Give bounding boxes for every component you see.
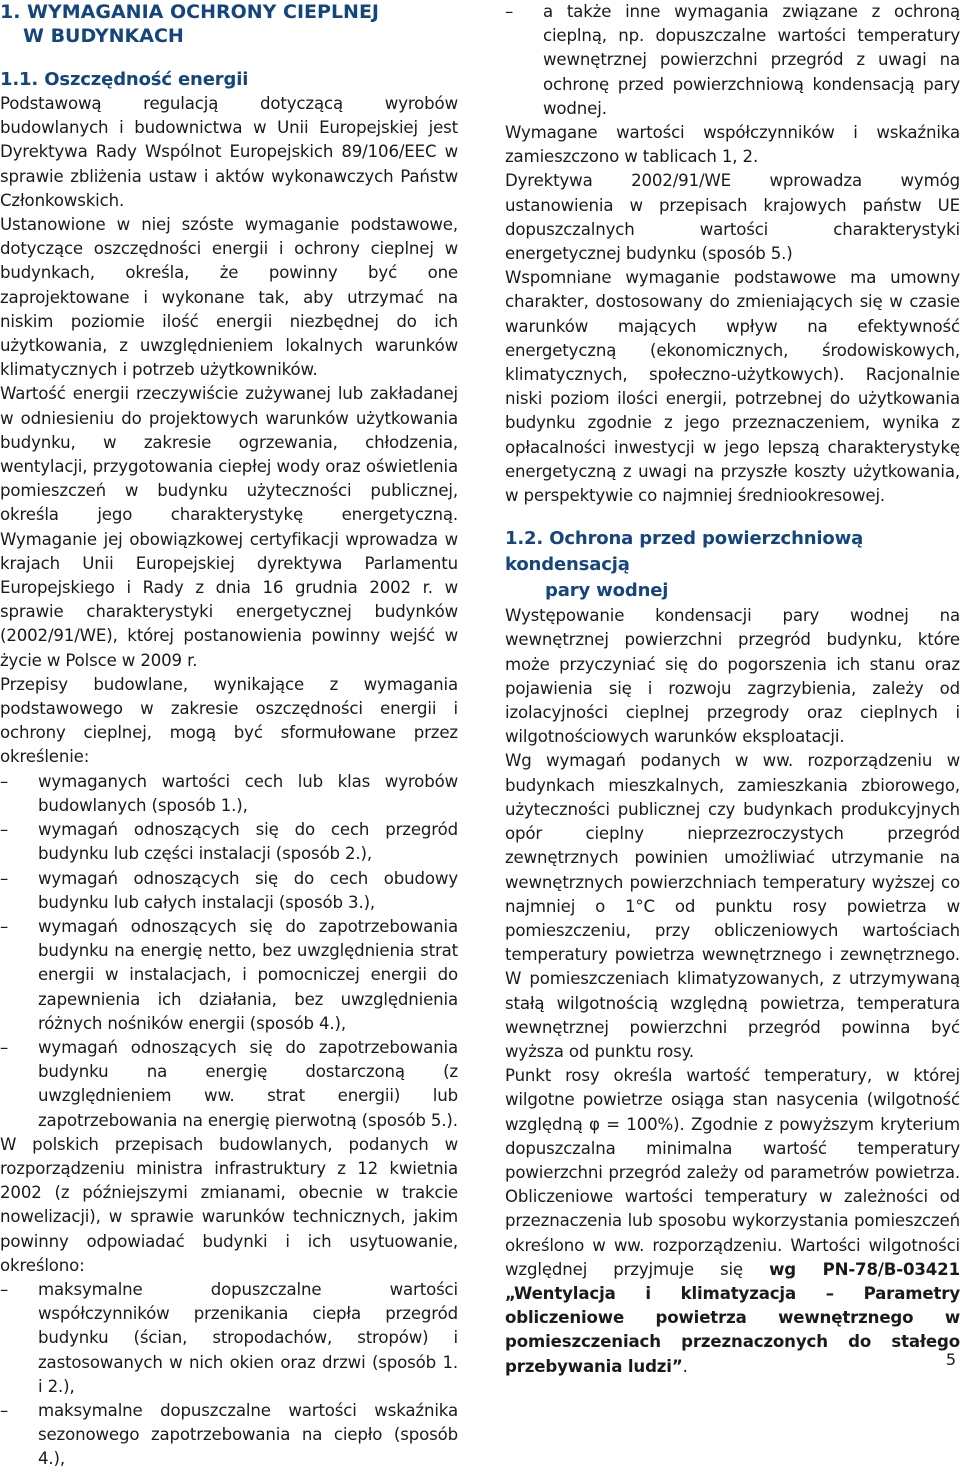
chapter-heading-line1: 1. WYMAGANIA OCHRONY CIEPLNEJ: [0, 1, 379, 23]
list-item: – wymagań odnoszących się do zapotrzebowania budynku na energię netto, bez uwzględnienia strat energii w instalacjach, i pomocniczej energii do zapewnienia ich działania, bez uwzględnienia różnych nośników energii (sposób 4.),: [0, 915, 458, 1036]
list-item: – wymagań odnoszących się do zapotrzebowania budynku na energię dostarczoną (z uwzględnieniem ww. strat energii) lub zapotrzebowania na energię pierwotną (sposób 5.).: [0, 1036, 458, 1133]
list-item: – wymagań odnoszących się do cech obudowy budynku lub całych instalacji (sposób 3.),: [0, 867, 458, 915]
requirements-list: [0, 770, 458, 1133]
chapter-heading: [0, 0, 458, 48]
section-1-2-title: [505, 526, 960, 604]
section-1-2-paragraph-3: [505, 1064, 960, 1379]
list-item: – maksymalne dopuszczalne wartości współczynników przenikania ciepła przegród budynku (ścian, stropodachów, stropów) i zastosowanych w nich okien oraz drzwi (sposób 1. i 2.),: [0, 1278, 458, 1399]
section-1-2-title-line2: pary wodnej: [545, 580, 669, 602]
standard-reference: wg PN-78/B-03421 „Wentylacja i klimatyzacja – Parametry obliczeniowe powietrza wewnętrznego w pomieszczeniach przeznaczonych do stałego przebywania ludzi”: [505, 1259, 960, 1376]
section-1-1-paragraph-3: Wartość energii rzeczywiście zużywanej lub zakładanej w odniesieniu do projektowych warunków użytkowania budynku, w zakresie ogrzewania, chłodzenia, wentylacji, przygotowania ciepłej wody oraz oświetlenia pomieszczeń w budynku użyteczności publicznej, określa jego charakterystykę energetyczną. Wymaganie jej obowiązkowej certyfikacji wprowadza w krajach Unii Europejskiej dyrektywa Parlamentu Europejskiego i Rady z dnia 16 grudnia 2002 r. w sprawie charakterystyki energetycznej budynków (2002/91/WE), której postanowienia powinny wejść w życie w Polsce w 2009 r.: [0, 384, 458, 670]
paragraph-text: Punkt rosy określa wartość temperatury, w której wilgotne powietrze osiąga stan nasycenia (wilgotność względną φ = 100%). Zgodnie z powyższym kryterium dopuszczalna minimalna wartość temperatury powierzchni przegród zależy od parametrów powietrza. Obliczeniowe wartości temperatury w zależności od przeznaczenia lub sposobu wykorzystania pomieszczeń określono w ww. rozporządzeniu. Wartości wilgotności względnej przyjmuje się: [505, 1066, 960, 1279]
section-1-2-title-line1: 1.2. Ochrona przed powierzchniową kondensacją: [505, 528, 864, 576]
section-1-2-paragraph-1: Występowanie kondensacji pary wodnej na wewnętrznej powierzchni przegród budynku, które może przyczyniać się do pogorszenia ich stanu oraz pojawienia się i rozwoju zagrzybienia, zależy od izolacyjności cieplnej przegrody oraz cieplnych i wilgotnościowych warunków eksploatacji.: [505, 606, 960, 747]
section-1-1-paragraph-8: Wspomniane wymaganie podstawowe ma umowny charakter, dostosowany do zmieniających się w czasie warunków mających wpływ na efektywność energetyczną (ekonomicznych, środowiskowych, klimatycznych, społeczno-użytkowych). Racjonalnie niski poziom ilości energii, potrzebnej do użytkowania budynku zgodnie z jego przeznaczeniem, wynika z opłacalności inwestycji w jego lepszą charakterystykę energetyczną z uwagi na przyszłe koszty użytkowania, w perspektywie co najmniej średniookresowej.: [505, 268, 960, 506]
list-item: – wymaganych wartości cech lub klas wyrobów budowlanych (sposób 1.),: [0, 770, 458, 818]
section-1-1-paragraph-2: Ustanowione w niej szóste wymaganie podstawowe, dotyczące oszczędności energii i ochrony cieplnej w budynkach, określa, że powinny być one zaprojektowane i wykonane tak, aby utrzymać na niskim poziomie ilość energii niezbędnej do ich użytkowania, z uwzględnieniem lokalnych warunków klimatycznych i potrzeb użytkowników.: [0, 215, 458, 380]
section-1-1-paragraph-1: Podstawową regulacją dotyczącą wyrobów budowlanych i budownictwa w Unii Europejskiej jest Dyrektywa Rady Wspólnot Europejskich 89/106/EEC w sprawie zbliżenia ustaw i aktów wykonawczych Państw Członkowskich.: [0, 94, 458, 210]
section-1-1-paragraph-6: Wymagane wartości współczynników i wskaźnika zamieszczono w tablicach 1, 2.: [505, 123, 960, 167]
polish-regulations-list-continued: [505, 0, 960, 121]
list-item: – a także inne wymagania związane z ochroną cieplną, np. dopuszczalne wartości temperatury wewnętrznej powierzchni przegród z uwagi na ochronę przed powierzchniową kondensacją pary wodnej.: [505, 0, 960, 121]
left-column: [0, 0, 458, 1472]
section-1-1-paragraph-5: W polskich przepisach budowlanych, podanych w rozporządzeniu ministra infrastruktury z 12 kwietnia 2002 (z późniejszymi zmianami, obecnie w trakcie nowelizacji), w sprawie warunków technicznych, jakim powinny odpowiadać budynki i ich usytuowanie, określono:: [0, 1134, 458, 1275]
page-number: 5: [945, 1350, 956, 1369]
section-1-1-paragraph-7: Dyrektywa 2002/91/WE wprowadza wymóg ustanowienia w przepisach krajowych państw UE dopuszczalnych wartości charakterystyki energetycznej budynku (sposób 5.): [505, 171, 960, 264]
right-column: [505, 0, 960, 1379]
polish-regulations-list: [0, 1278, 458, 1472]
section-1-2-paragraph-2: Wg wymagań podanych w ww. rozporządzeniu w budynkach mieszkalnych, zamieszkania zbiorowego, użyteczności publicznej czy budynkach produkcyjnych opór cieplny nieprzezroczystych przegród zewnętrznych powinien umożliwiać utrzymanie na wewnętrznych powierzchniach temperatury wyższej co najmniej o 1°C od punktu rosy powietrza w pomieszczeniu, przy obliczeniowych wartościach temperatury powietrza wewnętrznego i zewnętrznego. W pomieszczeniach klimatyzowanych, z utrzymywaną stałą wilgotnością względną powietrza, temperatura wewnętrznej powierzchni przegród powinna być wyższa od punktu rosy.: [505, 751, 960, 1061]
section-1-1-title: 1.1. Oszczędność energii: [0, 69, 249, 90]
chapter-heading-line2: W BUDYNKACH: [23, 25, 184, 47]
list-item: – wymagań odnoszących się do cech przegród budynku lub części instalacji (sposób 2.),: [0, 818, 458, 866]
paragraph-end: .: [682, 1356, 688, 1376]
section-1-1-paragraph-4: Przepisy budowlane, wynikające z wymagania podstawowego w zakresie oszczędności energii i ochrony cieplnej, mogą być sformułowane przez określenie:: [0, 674, 458, 767]
list-item: – maksymalne dopuszczalne wartości wskaźnika sezonowego zapotrzebowania na ciepło (sposób 4.),: [0, 1399, 458, 1472]
